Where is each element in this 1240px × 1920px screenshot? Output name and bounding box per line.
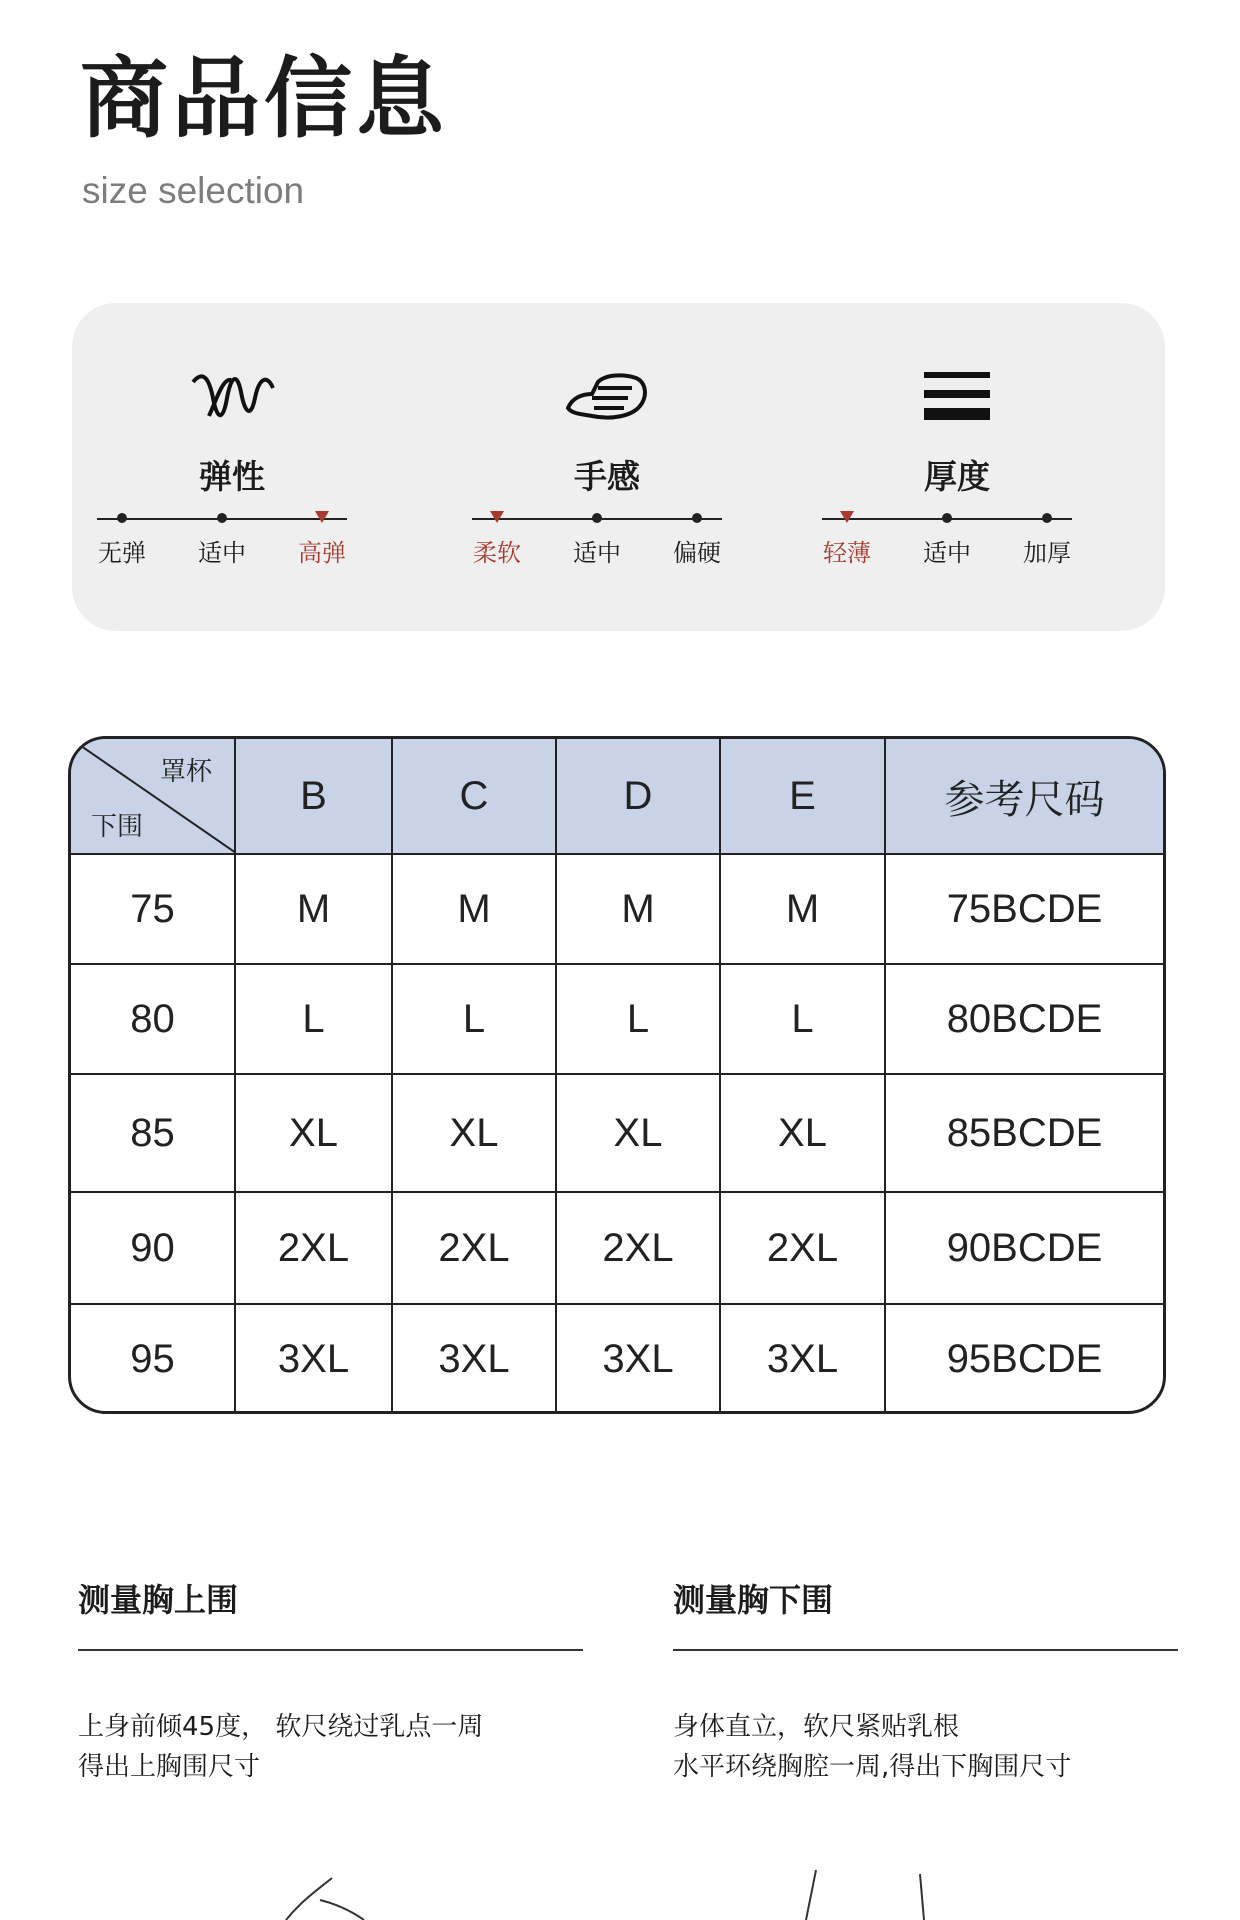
scale-dot [1042,513,1052,523]
table-row [71,1073,1163,1191]
scale-dot [942,513,952,523]
attribute-title: 弹性 [199,457,265,496]
hand-feel-icon [447,368,767,438]
size-cell: M [557,855,721,963]
level-label: 无弹 [98,539,146,567]
measure-desc-line: 上身前倾45度， 软尺绕过乳点一周 [78,1712,484,1742]
size-cell: L [393,965,557,1073]
scale-dot [592,513,602,523]
reference-size-cell: 80BCDE [946,996,1103,1041]
divider [673,1649,1178,1651]
divider [78,1649,583,1651]
reference-size-cell: 95BCDE [946,1337,1103,1381]
table-row [71,1191,1163,1303]
table-header-row [71,739,1163,853]
size-cell: L [557,965,721,1073]
level-label-selected: 柔软 [473,539,521,567]
measure-description [78,1707,583,1787]
size-cell: 3XL [721,1305,886,1414]
band-cell: 90 [71,1193,236,1303]
table-row [71,853,1163,963]
thickness-lines-icon [797,368,1117,438]
attribute-title: 厚度 [924,457,990,496]
size-cell: 2XL [721,1193,886,1303]
measure-under-bust [673,1575,1178,1787]
measure-upper-bust [78,1575,583,1787]
level-label: 加厚 [1023,539,1071,567]
column-header: B [236,739,393,853]
scale-dot [117,513,127,523]
attribute-title: 手感 [574,457,640,496]
attribute-elasticity [72,303,392,631]
selected-marker [840,511,854,523]
size-cell: 3XL [236,1305,393,1414]
column-header: D [557,739,721,853]
corner-label-band: 下围 [91,812,144,842]
selected-marker [315,511,329,523]
size-cell: L [721,965,886,1073]
column-header: C [393,739,557,853]
size-cell: 2XL [236,1193,393,1303]
size-cell: XL [721,1075,886,1191]
reference-size-cell: 85BCDE [946,1110,1103,1155]
size-cell: 2XL [557,1193,721,1303]
attribute-card [72,303,1165,631]
table-row [71,963,1163,1073]
elastic-wave-icon [72,368,392,438]
size-cell: 3XL [393,1305,557,1414]
page-subtitle: size selection [82,170,305,211]
band-cell: 95 [71,1305,236,1414]
corner-label-cup: 罩杯 [159,757,212,787]
column-header: 参考尺码 [944,776,1105,823]
band-cell: 80 [71,965,236,1073]
level-label: 适中 [923,539,971,567]
level-label: 适中 [573,539,621,567]
size-cell: M [236,855,393,963]
level-label: 适中 [198,539,246,567]
table-row [71,1303,1163,1414]
size-cell: XL [236,1075,393,1191]
measure-desc-line: 得出上胸围尺寸 [78,1752,261,1782]
reference-size-cell: 90BCDE [946,1225,1103,1270]
measure-title: 测量胸上围 [78,1581,239,1619]
measure-description [673,1707,1178,1787]
size-cell: XL [393,1075,557,1191]
column-header: E [721,739,886,853]
page-title: 商品信息 [80,47,449,150]
size-cell: M [721,855,886,963]
band-cell: 75 [71,855,236,963]
size-cell: XL [557,1075,721,1191]
reference-size-cell: 75BCDE [946,886,1103,931]
size-table [68,736,1166,1414]
scale-dot [217,513,227,523]
selected-marker [490,511,504,523]
attribute-thickness [797,303,1117,631]
table-corner-cell [71,739,236,853]
lower-body-sketch-icon [800,1870,940,1920]
level-label: 偏硬 [673,539,721,567]
upper-body-sketch-icon [280,1870,400,1920]
band-cell: 85 [71,1075,236,1191]
level-label-selected: 高弹 [298,539,346,567]
size-cell: 2XL [393,1193,557,1303]
size-cell: 3XL [557,1305,721,1414]
scale-dot [692,513,702,523]
level-label-selected: 轻薄 [823,539,871,567]
measure-desc-line: 身体直立，软尺紧贴乳根 [673,1712,960,1742]
measure-desc-line: 水平环绕胸腔一周,得出下胸围尺寸 [673,1752,1072,1782]
size-cell: M [393,855,557,963]
measure-title: 测量胸下围 [673,1581,834,1619]
attribute-hand-feel [447,303,767,631]
size-cell: L [236,965,393,1073]
